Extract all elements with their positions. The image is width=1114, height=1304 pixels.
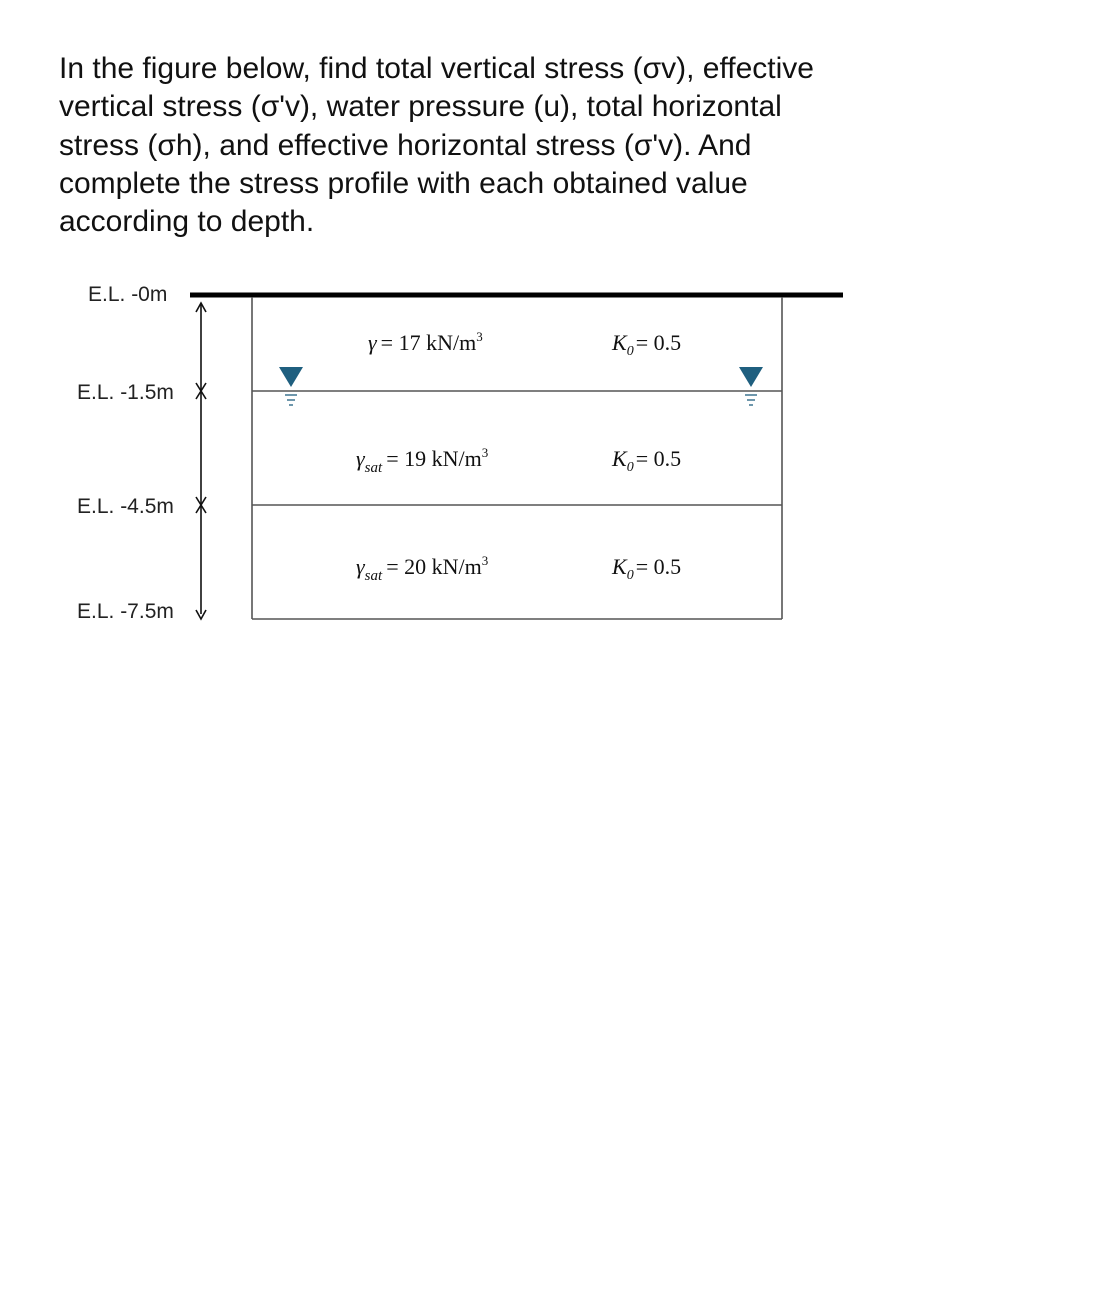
layer-3-k0: $K_0= 0.5$	[612, 554, 682, 583]
layer-3-unit-weight: $\gamma_{sat} = 20$ $kN/m^3$	[356, 553, 489, 584]
question-line: vertical stress (σ'v), water pressure (u), total horizontal	[59, 90, 782, 124]
layer-2-unit-weight: $\gamma_{sat} = 19$ $kN/m^3$	[356, 445, 489, 476]
question-line: complete the stress profile with each obtained value	[59, 166, 748, 200]
water-table-icon	[739, 367, 763, 405]
layer-1-k0: $K_0= 0.5$	[612, 330, 682, 359]
water-table-icon	[279, 367, 303, 405]
elevation-label: E.L. -1.5m	[77, 381, 174, 404]
elevation-label: E.L. -4.5m	[77, 495, 174, 518]
dimension-line	[196, 303, 206, 619]
layer-1-unit-weight: γ = 17 $kN/m^3$	[368, 329, 483, 355]
question-line: In the figure below, find total vertical stress (σv), effective	[59, 52, 814, 85]
elevation-label: E.L. -7.5m	[77, 600, 174, 623]
question-line: according to depth.	[59, 205, 315, 239]
elevation-label: E.L. -0m	[88, 283, 168, 306]
question-line: stress (σh), and effective horizontal stress (σ'v). And	[59, 128, 752, 162]
layer-2-k0: $K_0= 0.5$	[612, 446, 682, 475]
